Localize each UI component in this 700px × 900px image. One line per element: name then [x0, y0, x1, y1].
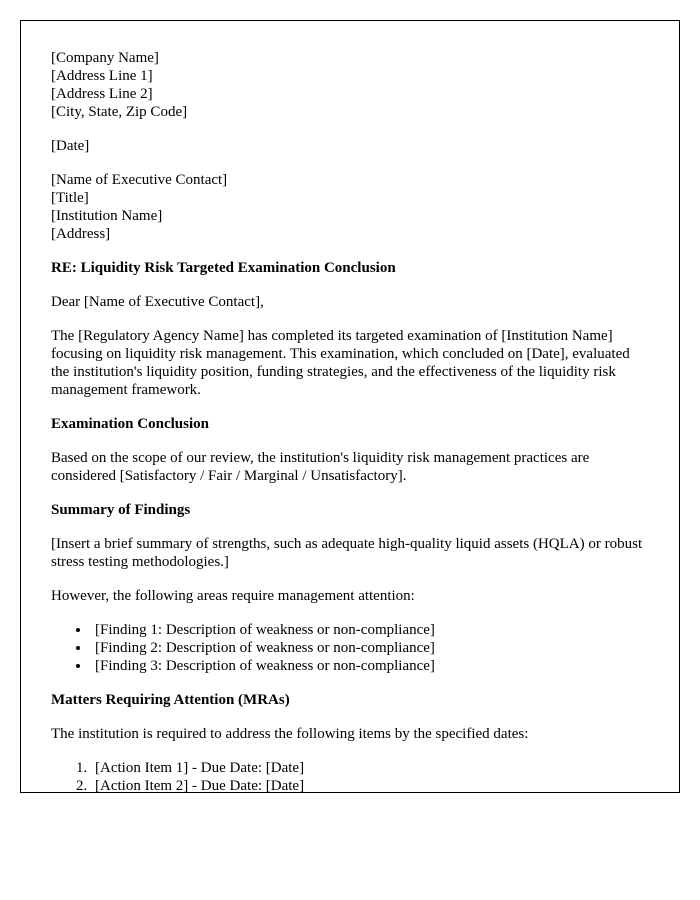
subject-line: RE: Liquidity Risk Targeted Examination Conclusion — [51, 260, 396, 276]
attention-intro: However, the following areas require management attention: — [51, 588, 415, 604]
finding-item: • [Finding 2: Description of weakness or non-compliance] — [91, 639, 649, 657]
sender-address-line-2: [Address Line 2] — [51, 86, 153, 102]
sender-address-line-1: [Address Line 1] — [51, 68, 153, 84]
examination-conclusion-heading: Examination Conclusion — [51, 416, 209, 432]
mras-heading: Matters Requiring Attention (MRAs) — [51, 692, 290, 708]
recipient-institution: [Institution Name] — [51, 208, 163, 224]
examination-conclusion-paragraph: Based on the scope of our review, the institution's liquidity risk management practices are considered [Satisfactory / Fair / Marginal / Unsatisfactory]. — [51, 450, 590, 484]
findings-list — [51, 621, 649, 675]
sender-company: [Company Name] — [51, 50, 159, 66]
letter-date — [51, 137, 649, 155]
recipient-address: [Address] — [51, 226, 111, 242]
action-items-list — [51, 759, 649, 793]
strengths-paragraph: [Insert a brief summary of strengths, such as adequate high-quality liquid assets (HQLA) or robust stress testing methodologies.] — [51, 536, 643, 570]
mras-intro: The institution is required to address the following items by the specified dates: — [51, 726, 529, 742]
summary-of-findings-heading: Summary of Findings — [51, 502, 191, 518]
recipient-address-block — [51, 171, 649, 243]
letter-document — [20, 20, 680, 793]
finding-item: • [Finding 3: Description of weakness or non-compliance] — [91, 657, 649, 675]
date-line: [Date] — [51, 138, 90, 154]
intro-paragraph: The [Regulatory Agency Name] has completed its targeted examination of [Institution Name] focusing on liquidity risk management. This examination, which concluded on [Date], evaluated the institution's liquidity position, funding strategies, and the effectiveness of the liquidity risk management framework. — [51, 328, 630, 398]
action-item: 1. [Action Item 1] - Due Date: [Date] — [91, 759, 649, 777]
recipient-title: [Title] — [51, 190, 89, 206]
finding-item: • [Finding 1: Description of weakness or non-compliance] — [91, 621, 649, 639]
salutation: Dear [Name of Executive Contact], — [51, 294, 264, 310]
action-item: 2. [Action Item 2] - Due Date: [Date] — [91, 777, 649, 793]
sender-city-state-zip: [City, State, Zip Code] — [51, 104, 188, 120]
recipient-name: [Name of Executive Contact] — [51, 172, 228, 188]
sender-address-block — [51, 49, 649, 121]
